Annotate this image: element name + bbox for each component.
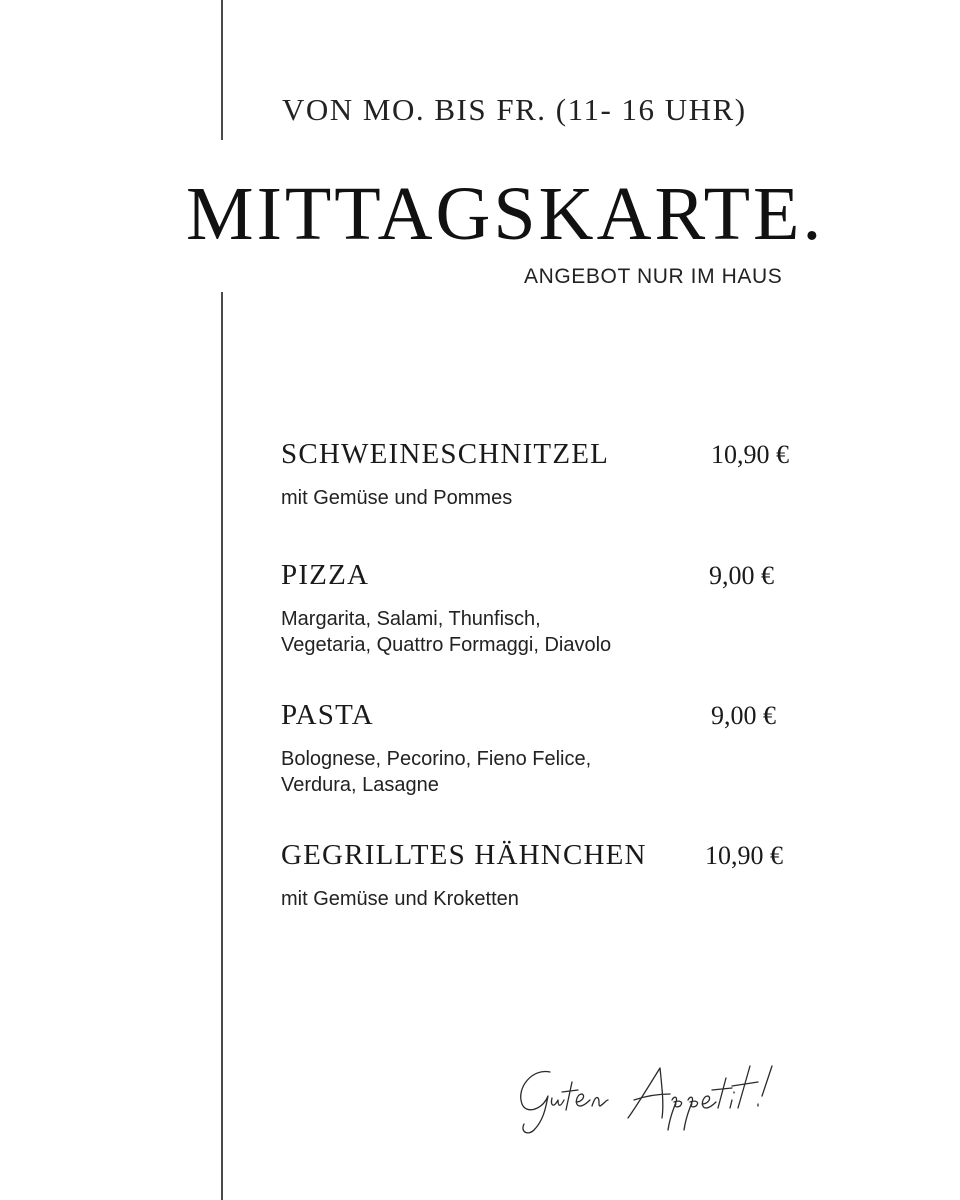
menu-item-pasta [281,701,821,798]
menu-item-schweineschnitzel [281,440,821,511]
opening-hours: VON MO. BIS FR. (11- 16 UHR) [282,92,747,127]
signature-guten-appetit [510,1060,830,1140]
menu-item-price: 10,90 € [705,841,783,870]
menu-item-price: 9,00 € [711,701,776,730]
page-subtitle: ANGEBOT NUR IM HAUS [524,265,783,288]
divider-line-top [221,0,223,140]
page-title: MITTAGSKARTE. [186,172,825,256]
menu-item-description: Margarita, Salami, Thunfisch, Vegetaria, Quattro Formaggi, Diavolo [281,608,612,656]
menu-item-pizza [281,561,821,658]
menu-item-description: Bolognese, Pecorino, Fieno Felice, Verdura, Lasagne [281,748,592,796]
menu-item-name: PASTA [281,699,374,731]
menu-item-price: 9,00 € [709,561,774,590]
menu-item-name: PIZZA [281,559,370,591]
menu-item-description: mit Gemüse und Pommes [281,487,513,509]
divider-line-bottom [221,292,223,1200]
menu-item-gegrilltes-haehnchen [281,841,821,912]
menu-item-price: 10,90 € [711,440,789,469]
menu-item-name: SCHWEINESCHNITZEL [281,438,610,470]
menu-item-name: GEGRILLTES HÄHNCHEN [281,839,647,871]
menu-item-description: mit Gemüse und Kroketten [281,888,519,910]
